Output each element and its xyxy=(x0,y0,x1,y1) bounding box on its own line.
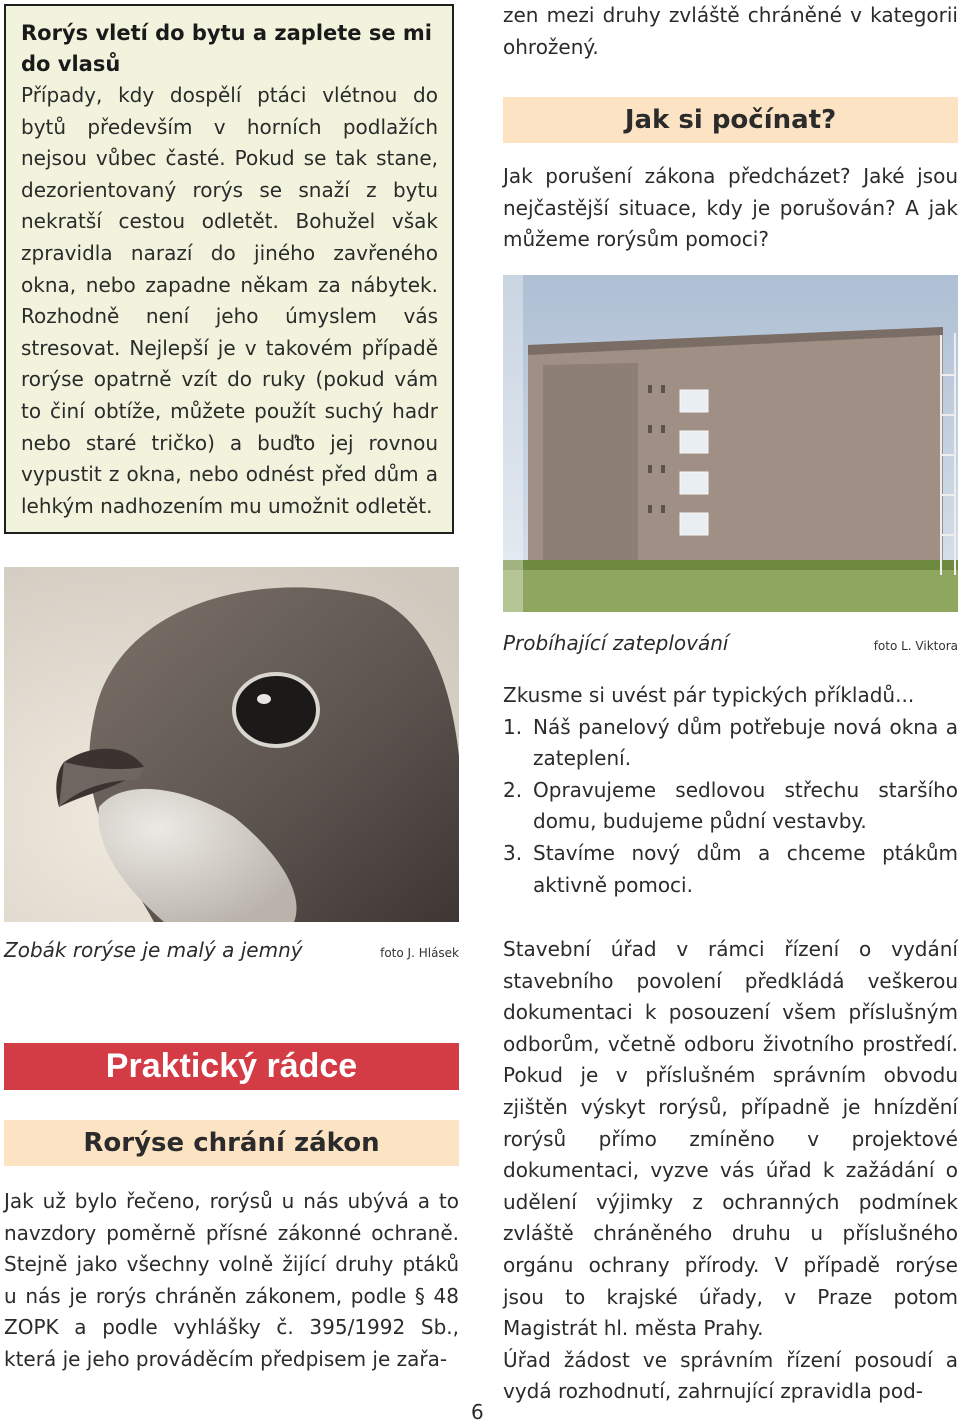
continuation-text: zen mezi druhy zvláště chráněné v kategorii ohrožený. xyxy=(503,3,958,59)
how-to-proceed-heading xyxy=(503,97,958,143)
swift-photo xyxy=(4,567,459,922)
right-intro xyxy=(503,161,958,256)
sidebar-box-title: Rorýs vletí do bytu a zaplete se mi do vlasů xyxy=(21,21,432,76)
list-item xyxy=(503,775,958,838)
swift-photo-caption-row xyxy=(4,938,459,962)
practical-advisor-subtitle-text: Rorýse chrání zákon xyxy=(83,1128,380,1158)
list-item-text: Stavíme nový dům a chceme ptákům aktivně pomoci. xyxy=(533,840,958,897)
page-number: 6 xyxy=(471,1400,484,1424)
swift-photo-credit: foto J. Hlásek xyxy=(380,946,459,960)
practical-advisor-title-text: Praktický rádce xyxy=(105,1047,358,1085)
swift-photo-caption: Zobák rorýse je malý a jemný xyxy=(4,938,303,962)
practical-advisor-subtitle xyxy=(4,1120,459,1166)
building-photo-credit: foto L. Viktora xyxy=(873,639,958,653)
examples-intro: Zkusme si uvést pár typických příkladů... xyxy=(503,683,915,707)
right-body xyxy=(503,934,958,1408)
sidebar-box xyxy=(4,4,454,534)
how-to-proceed-heading-text: Jak si počínat? xyxy=(624,105,837,135)
list-item-number: 1. xyxy=(503,714,523,739)
examples-list xyxy=(503,712,958,902)
right-continuation xyxy=(503,0,958,63)
practical-advisor-body xyxy=(4,1186,459,1376)
list-item-number: 2. xyxy=(503,777,523,802)
building-photo-caption: Probíhající zateplování xyxy=(503,631,729,655)
list-item-text: Opravujeme sedlovou střechu staršího domu, budujeme půdní vestavby. xyxy=(533,777,958,834)
building-photo-caption-row xyxy=(503,631,958,655)
list-item xyxy=(503,838,958,901)
right-body-paragraph-1: Stavební úřad v rámci řízení o vydání stavebního povolení předkládá veškerou dokumentaci k posouzení všem příslušným odborům, včetně odboru životního prostředí. Pokud je v příslušném správním obvodu zjištěn výskyt rorýsů, případně je hnízdění rorýsů přímo zmíněno v projektové dokumentaci, vyzve vás úřad k zažádání o udělení výjimky z ochranných podmínek zvláště chráněného druhu u příslušného orgánu ochrany přírody. V případě rorýse jsou to krajské úřady, v Praze potom Magistrát hl. města Prahy. xyxy=(503,937,958,1341)
list-item-number: 3. xyxy=(503,840,523,865)
practical-advisor-text: Jak už bylo řečeno, rorýsů u nás ubývá a to navzdory poměrně přísné zákonné ochraně. Stejně jako všechny volně žijící druhy ptáků u nás je rorýs chráněn zákonem, podle § 48 ZOPK a podle vyhlášky č. 395/1992 Sb., která je jeho prováděcím předpisem je zařa- xyxy=(4,1189,459,1371)
practical-advisor-title xyxy=(4,1043,459,1090)
examples-section xyxy=(503,680,958,901)
list-item xyxy=(503,712,958,775)
right-intro-text: Jak porušení zákona předcházet? Jaké jsou nejčastější situace, kdy je porušován? A jak můžeme rorýsům pomoci? xyxy=(503,164,958,252)
building-photo xyxy=(503,275,958,612)
right-body-paragraph-2: Úřad žádost ve správním řízení posoudí a vydá rozhodnutí, zahrnující zpravidla pod- xyxy=(503,1347,958,1404)
sidebar-box-text: Případy, kdy dospělí ptáci vlétnou do bytů především v horních podlažích nejsou vůbec časté. Pokud se tak stane, dezorientovaný rorýs se snaží z bytu nekratší cestou odletět. Bohužel však zpravidla narazí do jiného zavřeného okna, nebo zapadne někam za nábytek. Rozhodně není jeho úmyslem vás stresovat. Nejlepší je v takovém případě rorýse opatrně vzít do ruky (pokud vám to činí obtíže, můžete použít suchý hadr nebo staré tričko) a buďto jej rovnou vypustit z okna, nebo odnést před dům a lehkým nadhozením mu umožnit odletět. xyxy=(21,83,438,518)
list-item-text: Náš panelový dům potřebuje nová okna a zateplení. xyxy=(533,714,958,771)
